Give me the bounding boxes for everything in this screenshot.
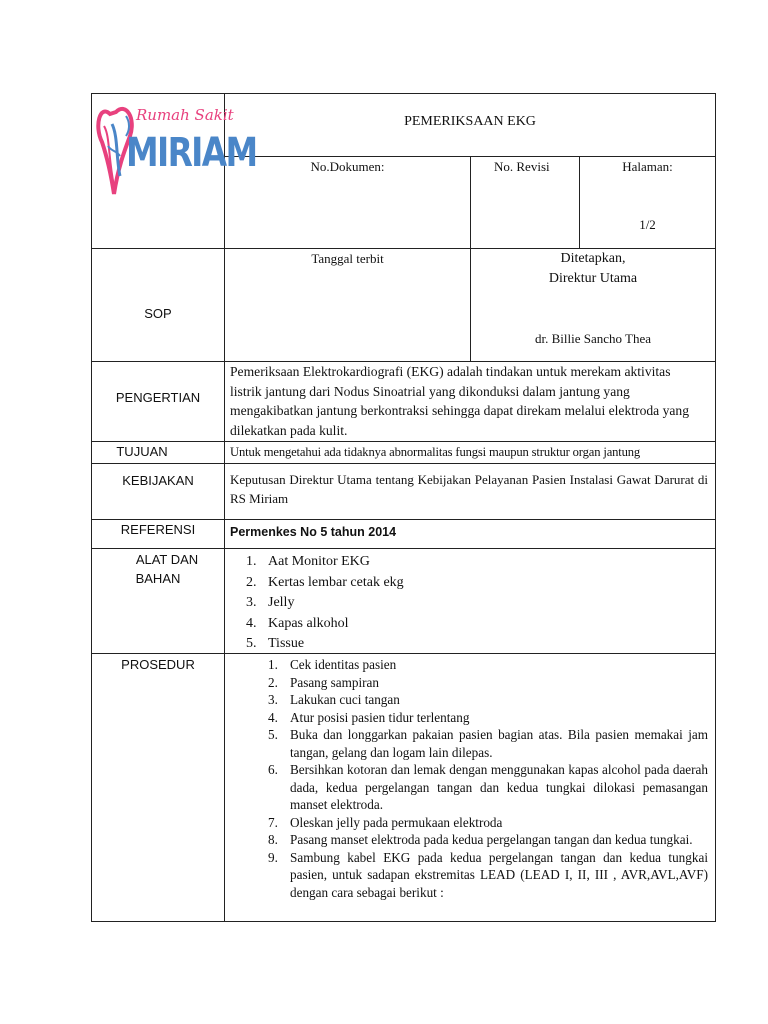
doc-number-label: No.Dokumen: [310,159,385,174]
kebijakan-text: Keputusan Direktur Utama tentang Kebijakan Pelayanan Pasien Instalasi Gawat Darurat di RS Miriam [230,472,708,506]
list-item [246,593,696,614]
list-item [268,726,708,761]
row-divider-pengertian [91,441,716,442]
list-item [268,814,708,832]
list-item-number: 2. [268,674,278,690]
list-item-text: Aat Monitor EKG [268,554,370,569]
sop-label: SOP [144,306,172,321]
page-label: Halaman: [622,159,673,174]
list-item [268,674,708,692]
row-divider-referensi [91,548,716,549]
list-item-text: Bersihkan kotoran dan lemak dengan menggunakan kapas alcohol pada daerah dada, kedua pergelangan tangan dan kedua tungkai dilokasi pemasangan manset elektroda. [290,762,708,812]
list-item [268,831,708,849]
list-item-number: 3. [268,692,278,707]
list-item-text: Lakukan cuci tangan [290,692,400,707]
table-border-top [91,93,716,94]
list-item-text: Tissue [268,636,305,651]
list-item [268,691,708,709]
row-divider-tujuan [91,463,716,464]
pengertian-label: PENGERTIAN [115,390,201,405]
kebijakan-label: KEBIJAKAN [122,473,194,488]
row-divider-header [91,248,716,249]
alat-list [246,552,696,655]
list-item-number: 4. [268,709,278,725]
list-item-text: Oleskan jelly pada permukaan elektroda [290,814,503,830]
list-item [246,614,696,635]
table-border-bottom [91,921,716,922]
list-item-number: 2. [246,574,257,590]
list-item-text: Pasang manset elektroda pada kedua pergelangan tangan dan kedua tungkai. [290,832,693,847]
page-value: 1/2 [639,217,656,232]
label-column-divider [224,93,225,922]
list-item-text: Jelly [268,595,295,610]
prosedur-label: PROSEDUR [121,657,195,672]
table-border-right [715,93,716,922]
list-item-text: Pasang sampiran [290,674,379,690]
list-item-text: Sambung kabel EKG pada kedua pergelangan tangan dan kedua tungkai pasien, untuk sadapan ekstremitas LEAD (LEAD I, II, III , AVR,AVL,AVF) dengan cara sebagai berikut : [290,849,708,900]
list-item-text: Buka dan longgarkan pakaian pasien bagian atas. Bila pasien memakai jam tangan, gelang dan logam lain dilepas. [290,727,708,760]
pengertian-text: Pemeriksaan Elektrokardiografi (EKG) adalah tindakan untuk merekam aktivitas listrik jantung dari Nodus Sinoatrial yang dikonduksi dalam jantung yang mengakibatkan jantung berkontraksi sehingga dapat direkam melalui elektroda yang dilekatkan pada kulit. [230,364,690,438]
director-title: Direktur Utama [548,271,638,286]
hospital-logo [96,96,257,208]
referensi-text: Permenkes No 5 tahun 2014 [230,525,397,539]
list-item-text: Atur posisi pasien tidur terlentang [290,709,470,725]
alat-label-line2: BAHAN [135,571,181,586]
list-item-number: 4. [246,615,257,631]
list-item [246,573,696,594]
approved-label: Ditetapkan, [560,251,626,266]
list-item-number: 8. [268,832,278,847]
tujuan-text: Untuk mengetahui ada tidaknya abnormalitas fungsi maupun struktur organ jantung [230,445,641,459]
list-item-text: Kertas lembar cetak ekg [268,574,404,590]
prosedur-list [268,656,708,901]
logo-name-text: MIRIAM [126,130,257,176]
tujuan-label: TUJUAN [116,444,168,459]
list-item-text: Cek identitas pasien [290,657,397,672]
list-item [246,552,696,573]
table-border-left [91,93,92,922]
list-item-number: 5. [246,636,257,651]
list-item-number: 1. [246,554,257,569]
director-name: dr. Billie Sancho Thea [534,331,652,346]
referensi-label: REFERENSI [120,522,196,537]
list-item [268,761,708,814]
list-item [268,849,708,902]
list-item-number: 3. [246,595,257,610]
list-item-number: 7. [268,814,278,830]
list-item-number: 1. [268,657,278,672]
list-item-number: 5. [268,727,278,742]
document-title: PEMERIKSAAN EKG [404,114,536,129]
list-item-text: Kapas alkohol [268,615,349,631]
list-item [268,709,708,727]
logo-script-text: Rumah Sakit [136,106,234,124]
list-item-number: 6. [268,762,278,777]
alat-label-line1: ALAT DAN [135,552,199,567]
revision-label: No. Revisi [494,159,550,174]
list-item [246,634,696,655]
list-item-number: 9. [268,849,278,865]
row-divider-kebijakan [91,519,716,520]
list-item [268,656,708,674]
issue-date-label: Tanggal terbit [311,251,384,266]
